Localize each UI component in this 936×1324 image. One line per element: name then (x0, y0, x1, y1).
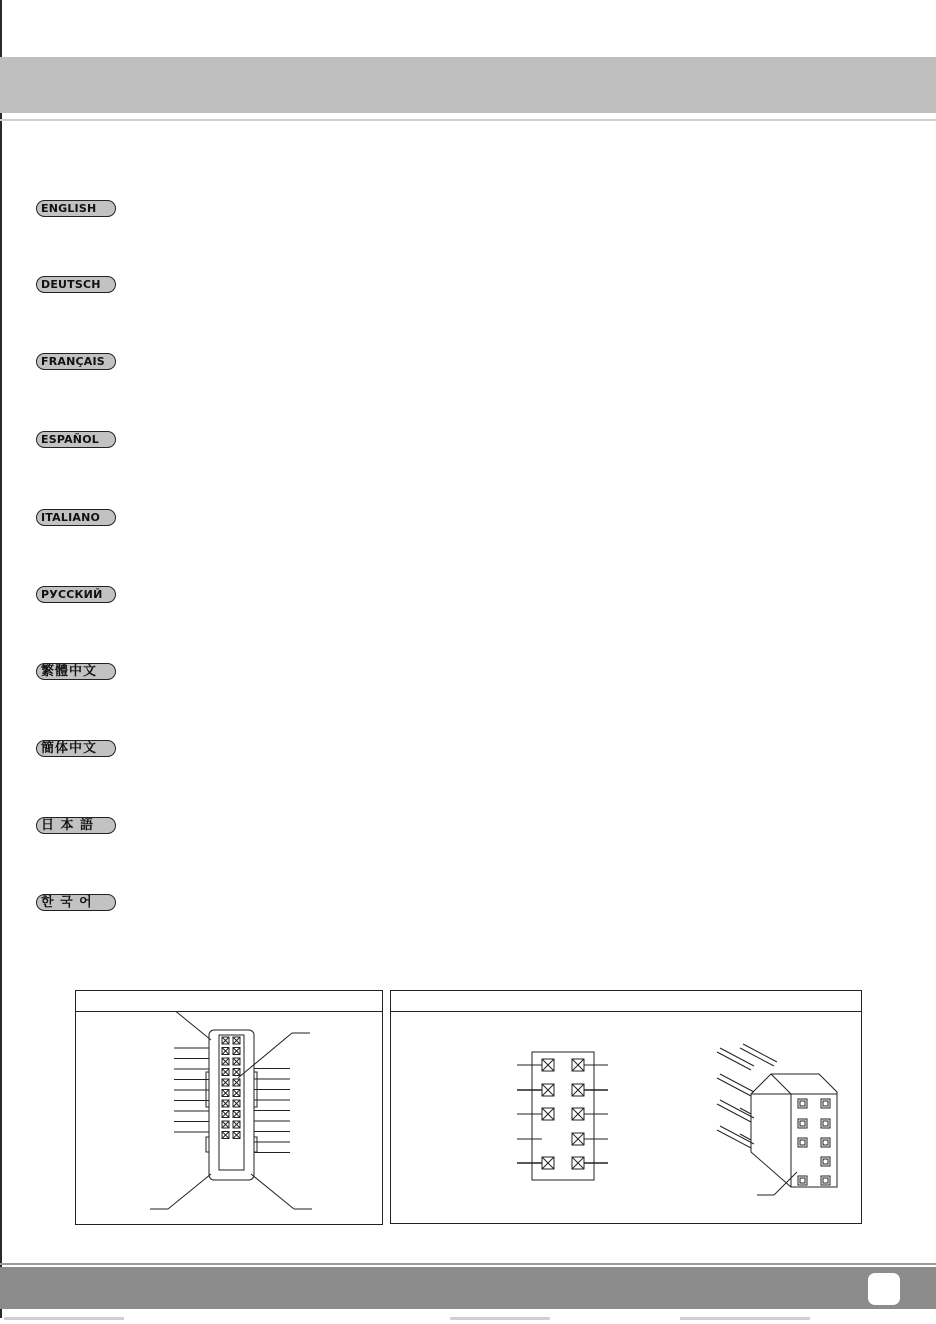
lang-badge-korean[interactable]: 한 국 어 (36, 894, 116, 911)
connector-pin (222, 1100, 229, 1107)
pinout-pin (572, 1108, 584, 1120)
lang-badge-english[interactable]: ENGLISH (36, 200, 116, 217)
connector-pin (233, 1037, 240, 1044)
header-pin-3d (798, 1138, 807, 1147)
header-pin-3d (798, 1099, 807, 1108)
connector-pin (222, 1048, 229, 1055)
header-pin-3d (798, 1176, 807, 1185)
page-header-band (0, 57, 936, 113)
pinout-pin (572, 1084, 584, 1096)
pinout-pin (542, 1084, 554, 1096)
connector-pin (222, 1037, 229, 1044)
connector-pin (222, 1090, 229, 1097)
pinout-pin (572, 1157, 584, 1169)
lang-badge-francais[interactable]: FRANÇAIS (36, 353, 116, 370)
lang-badge-russian[interactable]: РУССКИЙ (36, 586, 116, 603)
left-margin-rule (0, 0, 2, 1318)
pinout-pin (542, 1108, 554, 1120)
connector-pin (233, 1132, 240, 1139)
header-pin-3d (821, 1176, 830, 1185)
header-pin-3d (821, 1099, 830, 1108)
lang-badge-deutsch[interactable]: DEUTSCH (36, 276, 116, 293)
header-pin-3d (821, 1119, 830, 1128)
connector-pin (233, 1090, 240, 1097)
connector-pin (233, 1058, 240, 1065)
header-pin-3d (821, 1138, 830, 1147)
pinout-pin (572, 1133, 584, 1145)
connector-pin (233, 1111, 240, 1118)
connector-pin (233, 1079, 240, 1086)
connector-panel-left-title-bar (76, 991, 382, 1012)
connector-pin (233, 1100, 240, 1107)
connector-panel-right-title-bar (391, 991, 861, 1012)
connector-pin (222, 1069, 229, 1076)
pin-header-pinout-icon (391, 1012, 861, 1223)
footer-divider (0, 1263, 936, 1265)
connector-panel-left (75, 990, 383, 1225)
pinout-pin (542, 1157, 554, 1169)
pinout-pin (572, 1059, 584, 1071)
page-number-box (868, 1273, 900, 1305)
lang-badge-japanese[interactable]: 日 本 語 (36, 817, 116, 834)
lang-badge-simplified-chinese[interactable]: 簡体中文 (36, 740, 116, 757)
header-pin-3d (798, 1119, 807, 1128)
pinout-pin (542, 1059, 554, 1071)
lang-badge-traditional-chinese[interactable]: 繁體中文 (36, 663, 116, 680)
print-margin-strip (0, 1317, 936, 1324)
connector-pin (222, 1132, 229, 1139)
header-divider (0, 119, 936, 121)
connector-pin (233, 1048, 240, 1055)
lang-badge-italiano[interactable]: ITALIANO (36, 509, 116, 526)
connector-pin (233, 1121, 240, 1128)
lang-badge-espanol[interactable]: ESPAÑOL (36, 431, 116, 448)
ribbon-connector-20pin-icon (76, 1012, 382, 1224)
connector-pin (222, 1121, 229, 1128)
connector-pin (233, 1069, 240, 1076)
connector-pin (222, 1058, 229, 1065)
pin-header-3d-icon (717, 1044, 837, 1195)
page-footer-band (0, 1267, 936, 1309)
header-pin-3d (821, 1157, 830, 1166)
connector-pin (222, 1111, 229, 1118)
connector-panel-right (390, 990, 862, 1224)
connector-pin (222, 1079, 229, 1086)
